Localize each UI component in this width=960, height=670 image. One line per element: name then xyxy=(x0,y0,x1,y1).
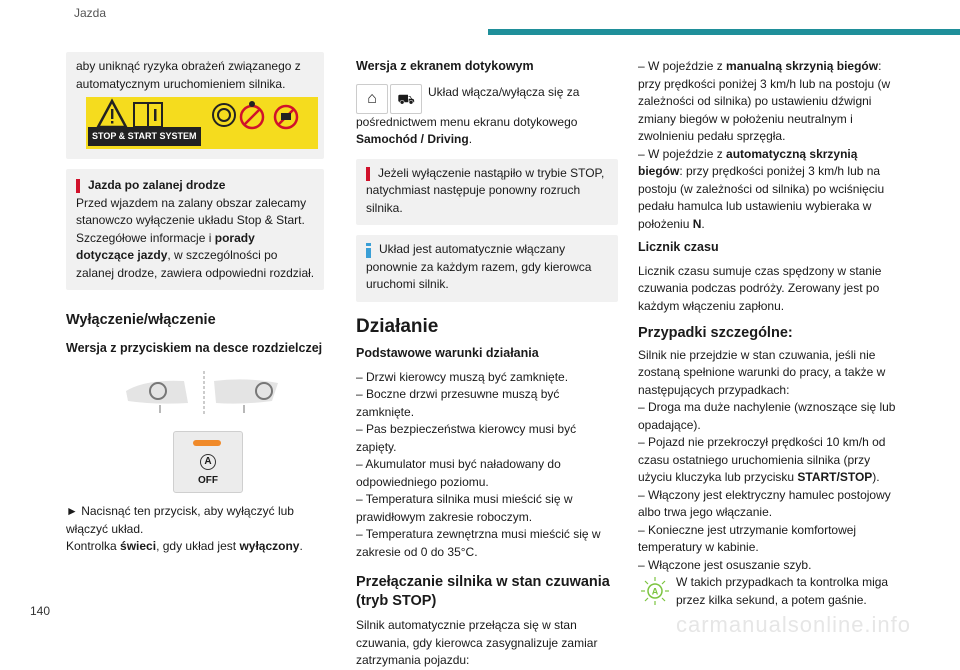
sticker-box xyxy=(66,52,324,159)
warning-box-2 xyxy=(356,159,618,226)
no-tools-icon xyxy=(275,106,297,128)
list-item: – Konieczne jest utrzymanie komfortowej temperatury w kabinie. xyxy=(638,522,857,554)
stop-text: Silnik automatycznie przełącza się w stan czuwania, gdy kierowca zasygnalizuje zamiar zatrzymania pojazdu: xyxy=(356,618,598,667)
list-item: – Temperatura silnika musi mieścić się w prawidłowym zakresie roboczym. xyxy=(356,492,573,524)
box1-text: aby uniknąć ryzyka obrażeń związanego z automatycznym uruchomieniem silnika. xyxy=(76,59,301,91)
lamp-end: . xyxy=(299,539,303,553)
manual-gearbox xyxy=(638,58,900,146)
heading-warunki: Podstawowe warunki działania xyxy=(356,346,539,360)
lamp-mid: , gdy układ jest xyxy=(156,539,240,553)
info-text: Układ jest automatycznie włączany ponownie za każdym razem, gdy kierowca uruchomi silnik. xyxy=(366,242,592,291)
heading-button-version: Wersja z przyciskiem na desce rozdzielczej xyxy=(66,340,323,355)
info-icon xyxy=(366,243,371,258)
stop-start-sticker xyxy=(86,97,318,149)
sticker-label: STOP & START SYSTEM xyxy=(88,127,201,147)
warn2-text: Jeżeli wyłączenie nastąpiło w trybie STOP, natychmiast następuje ponowny rozruch silnika. xyxy=(366,165,605,215)
touch-section xyxy=(356,84,618,149)
manual-bold: manualną skrzynią biegów xyxy=(726,59,879,73)
auto-n: N xyxy=(692,216,702,231)
list-item: – Drzwi kierowcy muszą być zamknięte. xyxy=(356,369,569,384)
belt-icon xyxy=(213,104,235,126)
manual-pre: – W pojeździe z xyxy=(638,59,727,73)
car-icon: ⛟ xyxy=(390,84,422,114)
warning-icon xyxy=(366,167,370,181)
lamp-bold-2: wyłączony xyxy=(239,539,300,553)
touch-text: Układ włącza/wyłącza się za pośrednictwem menu ekranu dotykowego xyxy=(356,84,580,129)
flashing-auto-lamp-icon xyxy=(640,576,670,606)
heading-special: Przypadki szczególne: xyxy=(638,325,793,341)
warn-bold: porady dotyczące jazdy xyxy=(76,230,255,262)
touch-menu: Samochód / Driving xyxy=(356,132,469,146)
lamp-pre: Kontrolka xyxy=(66,539,121,553)
auto-pre: – W pojeździe z xyxy=(638,146,727,161)
lamp-note-text: W takich przypadkach ta kontrolka miga przez kilka sekund, a potem gaśnie. xyxy=(676,575,889,607)
warning-icon xyxy=(76,179,80,193)
heading-dzialanie: Działanie xyxy=(356,315,439,337)
dashboard-illustration xyxy=(66,371,324,417)
auto-a-icon: A xyxy=(200,454,216,470)
right-column xyxy=(638,58,900,609)
list-item: – Temperatura zewnętrzna musi mieścić się w zakresie od 0 do 35°C. xyxy=(356,527,601,559)
auto-bold: automatyczną skrzynią biegów xyxy=(638,146,858,178)
auto-gearbox xyxy=(638,146,900,234)
timer-text: Licznik czasu sumuje czas spędzony w stanie czuwania podczas podróży. Zerowany jest po każdym włączeniu zapłonu. xyxy=(638,263,882,313)
heading-stop-mode: Przełączanie silnika w stan czuwania (tryb STOP) xyxy=(356,574,610,609)
header-section: Jazda xyxy=(74,6,107,20)
warn-title: Jazda po zalanej drodze xyxy=(88,178,226,192)
auto-end: . xyxy=(701,216,705,231)
left-column xyxy=(66,52,324,556)
manual-book-icon xyxy=(134,103,162,127)
off-label: OFF xyxy=(198,475,218,486)
warning-box xyxy=(66,169,324,290)
conditions-list xyxy=(356,369,618,562)
press-text: ► Nacisnąć ten przycisk, aby wyłączyć lub włączyć układ. xyxy=(66,504,294,536)
warning-triangle-icon xyxy=(98,101,126,127)
speed-bold: START/STOP xyxy=(797,470,873,484)
warn-text: Przed wjazdem na zalany obszar zalecamy stanowczo wyłączenie układu Stop & Start. Szczegółowe informacje i xyxy=(76,195,307,245)
special-intro: Silnik nie przejdzie w stan czuwania, jeśli nie zostaną spełnione warunki do pracy, a także w następujących przypadkach: xyxy=(638,347,886,397)
list-item: – Droga ma duże nachylenie (wznoszące się lub opadające). xyxy=(638,400,896,432)
watermark: carmanualsonline.info xyxy=(676,612,912,637)
page-number: 140 xyxy=(30,604,51,618)
list-item: – Akumulator musi być naładowany do odpowiedniego poziomu. xyxy=(356,457,561,489)
stop-start-off-button[interactable] xyxy=(173,431,243,493)
heading-touchscreen: Wersja z ekranem dotykowym xyxy=(356,59,534,73)
speed-pre: – Pojazd nie przekroczył prędkości 10 km/h od czasu ostatniego uruchomienia silnika (przy użyciu kluczyka lub przycisku xyxy=(638,435,886,484)
home-icon: ⌂ xyxy=(356,84,388,114)
lamp-note xyxy=(638,574,900,609)
header-bar xyxy=(488,29,960,35)
auto-text: : przy prędkości poniżej 3 km/h lub na postoju (w zależności od silnika) po wciśnięciu pedału hamulca lub ustawieniu wybieraka w położeniu xyxy=(638,164,885,231)
list-item: – Pas bezpieczeństwa kierowcy musi być zapięty. xyxy=(356,422,577,454)
manual-text: : przy prędkości poniżej 3 km/h lub na postoju (w zależności od silnika) po ustawieniu dźwigni zmiany biegów w położeniu neutralnym i zwolnieniu pedału sprzęgła. xyxy=(638,59,891,143)
lamp-text xyxy=(66,538,324,556)
list-item: – Włączony jest elektryczny hamulec postojowy albo trwa jego włączanie. xyxy=(638,487,891,519)
heading-timer: Licznik czasu xyxy=(638,240,719,254)
touch-end: . xyxy=(468,132,473,146)
no-hands-icon xyxy=(241,101,263,128)
svg-text:A: A xyxy=(651,586,659,597)
lamp-bold-1: świeci xyxy=(120,539,157,553)
warn-text-2: , w szczególności po zalanej drodze, zawiera odpowiedni rozdział. xyxy=(76,248,315,280)
speed-end: ). xyxy=(872,470,880,484)
middle-column xyxy=(356,58,618,670)
info-box xyxy=(356,235,618,302)
list-item: – Boczne drzwi przesuwne muszą być zamknięte. xyxy=(356,387,560,419)
indicator-lamp xyxy=(193,440,221,446)
steering-wheels-icon xyxy=(66,371,324,417)
list-item xyxy=(638,434,900,487)
heading-onoff: Wyłączenie/włączenie xyxy=(66,312,216,328)
list-item: – Włączone jest osuszanie szyb. xyxy=(638,557,812,572)
